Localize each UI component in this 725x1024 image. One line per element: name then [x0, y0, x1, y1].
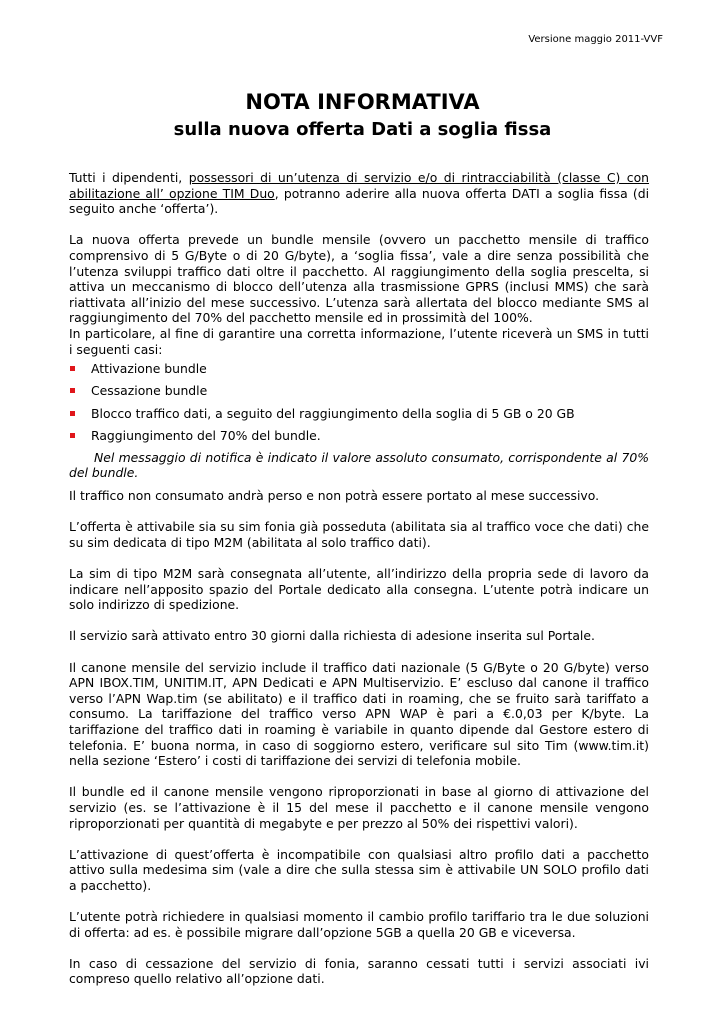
monthly-fee-paragraph: Il canone mensile del servizio include il traffico dati nazionale (5 G/Byte o 20 G/byte) verso APN IBOX.TIM, UNITIM.IT, APN Dedicati e APN Multiservizio. E’ escluso dal canone il traffico verso l’APN Wap.tim (se abilitato) e il traffico dati in roaming, che se fruito sarà tariffato a consumo. La tariffazione del traffico verso APN WAP è pari a €.0,03 per K/byte. La tariffazione del traffico dati in roaming è variabile in quanto dipende dal Gestore estero di telefonia. E’ buona norma, in caso di soggiorno estero, verificare sul sito Tim (www.tim.it) nella sezione ‘Estero’ i costi di tariffazione dei servizi di telefonia mobile.	[69, 659, 649, 769]
red-square-bullet-icon	[70, 411, 75, 416]
notification-note: Nel messaggio di notifica è indicato il valore assoluto consumato, corrispondente al 70% del bundle.	[69, 449, 649, 481]
list-item-text: Attivazione bundle	[91, 361, 207, 377]
intro-text-end: , potranno aderire alla nuova offerta DATI a soglia fissa (di seguito anche ‘offerta’).	[69, 185, 650, 217]
sms-cases-list	[69, 361, 649, 443]
list-item	[69, 383, 649, 399]
document-title: NOTA INFORMATIVA	[245, 90, 480, 114]
document-subtitle: sulla nuova offerta Dati a soglia fissa	[173, 119, 552, 140]
red-square-bullet-icon	[70, 433, 75, 438]
list-item-text: Cessazione bundle	[91, 383, 208, 399]
profile-change-paragraph: L’utente potrà richiedere in qualsiasi momento il cambio profilo tariffario tra le due soluzioni di offerta: ad es. è possibile migrare dall’opzione 5GB a quella 20 GB e viceversa.	[69, 909, 649, 940]
activation-time-paragraph: Il servizio sarà attivato entro 30 giorni dalla richiesta di adesione inserita sul Portale.	[69, 628, 595, 644]
intro-underlined-text: possessori di un’utenza di servizio e/o di rintracciabilità (classe C) con abilitazione all’ opzione TIM Duo	[69, 170, 650, 201]
sim-availability-paragraph: L’offerta è attivabile sia su sim fonia già posseduta (abilitata sia al traffico voce che dati) che su sim dedicata di tipo M2M (abilitata al solo traffico dati).	[69, 519, 649, 550]
unused-traffic-paragraph: Il traffico non consumato andrà perso e non potrà essere portato al mese successivo.	[69, 488, 600, 504]
intro-paragraph	[69, 170, 649, 217]
sms-intro-paragraph: In particolare, al fine di garantire una corretta informazione, l’utente riceverà un SMS in tutti i seguenti casi:	[69, 325, 649, 357]
version-label: Versione maggio 2011-VVF	[528, 34, 663, 45]
list-item-text: Raggiungimento del 70% del bundle.	[91, 427, 321, 443]
cessation-paragraph: In caso di cessazione del servizio di fonia, saranno cessati tutti i servizi associati ivi compreso quello relativo all’opzione dati.	[69, 955, 649, 987]
list-item	[69, 428, 649, 444]
incompatibility-paragraph: L’attivazione di quest’offerta è incompatibile con qualsiasi altro profilo dati a pacchetto attivo sulla medesima sim (vale a dire che sulla stessa sim è attivabile UN SOLO profilo dati a pacchetto).	[69, 846, 649, 893]
intro-text-start: Tutti i dipendenti,	[69, 170, 189, 185]
m2m-delivery-paragraph: La sim di tipo M2M sarà consegnata all’utente, all’indirizzo della propria sede di lavoro da indicare nell’apposito spazio del Portale dedicato alla consegna. L’utente potrà indicare un solo indirizzo di spedizione.	[69, 566, 649, 613]
list-item-text: Blocco traffico dati, a seguito del raggiungimento della soglia di 5 GB o 20 GB	[91, 405, 575, 421]
document-body	[69, 170, 649, 1003]
offer-description-paragraph: La nuova offerta prevede un bundle mensile (ovvero un pacchetto mensile di traffico comprensivo di 5 G/Byte o di 20 G/byte), a ‘soglia fissa’, vale a dire senza possibilità che l’utenza sviluppi traffico dati oltre il pacchetto. Al raggiungimento della soglia prescelta, si attiva un meccanismo di blocco dell’utenza alla trasmissione GPRS (inclusi MMS) che sarà riattivata all’inizio del mese successivo. L’utenza sarà allertata del blocco mediante SMS al raggiungimento del 70% del pacchetto mensile ed in prossimità del 100%.	[69, 232, 649, 326]
proration-paragraph: Il bundle ed il canone mensile vengono riproporzionati in base al giorno di attivazione del servizio (es. se l’attivazione è il 15 del mese il pacchetto e il canone mensile vengono riproporzionati per quantità di megabyte e per prezzo al 50% dei rispettivi valori).	[69, 784, 649, 831]
red-square-bullet-icon	[70, 366, 75, 371]
list-item	[69, 361, 649, 377]
red-square-bullet-icon	[70, 388, 75, 393]
list-item	[69, 406, 649, 422]
